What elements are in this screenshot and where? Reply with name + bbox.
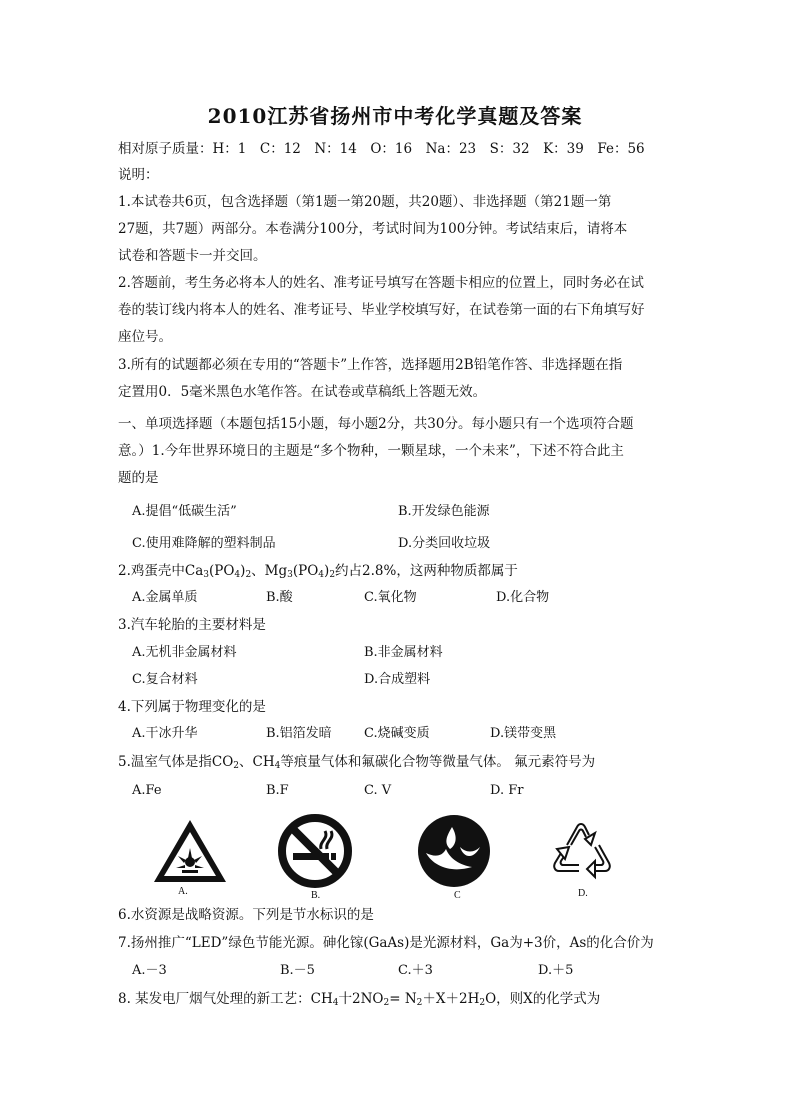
question-2-stem: 2.鸡蛋壳中$Ca_3(PO_4)_2$、$Mg_3(PO_4)_2$约占2.8%，这两种物质都属于 — [118, 563, 518, 580]
q3-option-b: B.非金属材料 — [364, 645, 443, 660]
question-1-stem: 意。）1.今年世界环境日的主题是“多个物种，一颗星球，一个未来”，下述不符合此主 — [118, 443, 624, 459]
q2-option-a: A.金属单质 — [132, 590, 198, 605]
instruction-line: 3.所有的试题都必须在专用的“答题卡”上作答，选择题用2B铅笔作答、非选择题在指 — [118, 357, 623, 373]
symbol-c-label: C — [454, 890, 461, 901]
q5-option-d: D. Fr — [490, 783, 524, 798]
symbol-d-label: D. — [578, 888, 588, 899]
q4-option-d: D.镁带变黑 — [490, 726, 557, 741]
q1-option-d: D.分类回收垃圾 — [398, 536, 491, 551]
q2-option-b: B.酸 — [266, 590, 293, 605]
question-8-stem: 8. 某发电厂烟气处理的新工艺：$CH_4$十$2NO_2= N_2+X+2H_2O$，则X的化学式为 — [118, 991, 601, 1008]
q2-option-c: C.氧化物 — [364, 590, 417, 605]
question-6-stem: 6.水资源是战略资源。下列是节水标识的是 — [118, 907, 374, 923]
question-3-stem: 3.汽车轮胎的主要材料是 — [118, 617, 266, 633]
atomic-masses: 相对原子质量：H：1 C：12 N：14 O：16 Na：23 S：32 K：39 Fe：56 — [118, 141, 645, 157]
q7-option-b: B.－5 — [280, 963, 315, 978]
question-4-stem: 4.下列属于物理变化的是 — [118, 699, 266, 715]
instruction-line: 2.答题前，考生务必将本人的姓名、准考证号填写在答题卡相应的位置上，同时务必在试 — [118, 275, 644, 291]
q5-option-c: C. V — [364, 783, 392, 798]
instruction-line: 座位号。 — [118, 329, 172, 345]
instruction-line: 试卷和答题卡一并交回。 — [118, 248, 267, 264]
question-5-stem: 5.温室气体是指$CO_2$、$CH_4$等痕量气体和氟碳化合物等微量气体。 氟元素符号为 — [118, 754, 596, 771]
instruction-line: 卷的装订线内将本人的姓名、准考证号、毕业学校填写好，在试卷第一面的右下角填写好 — [118, 302, 645, 318]
q3-option-a: A.无机非金属材料 — [132, 645, 237, 660]
water-saving-icon — [416, 813, 492, 889]
q4-option-b: B.铝箔发暗 — [266, 726, 332, 741]
q1-option-a: A.提倡“低碳生活” — [132, 504, 237, 519]
question-1-stem: 题的是 — [118, 470, 159, 486]
q1-option-c: C.使用难降解的塑料制品 — [132, 536, 276, 551]
section-heading: 一、单项选择题（本题包括15小题，每小题2分，共30分。每小题只有一个选项符合题 — [118, 416, 634, 432]
q7-option-c: C.＋3 — [398, 963, 433, 978]
q2-option-d: D.化合物 — [496, 590, 550, 605]
no-smoking-icon — [277, 813, 353, 889]
instructions-heading: 说明： — [118, 167, 159, 183]
recycling-icon — [543, 815, 619, 887]
question-7-stem: 7.扬州推广“LED”绿色节能光源。砷化镓(GaAs)是光源材料，Ga为+3价，As的化合价为 — [118, 935, 654, 951]
symbol-a-label: A. — [178, 886, 188, 897]
instruction-line: 定置用0．5毫米黑色水笔作答。在试卷或草稿纸上答题无效。 — [118, 384, 487, 400]
q7-option-d: D.＋5 — [538, 963, 574, 978]
page-title: 2010江苏省扬州市中考化学真题及答案 — [207, 104, 583, 128]
symbol-b-label: B. — [311, 890, 321, 901]
q3-option-d: D.合成塑料 — [364, 672, 431, 687]
q4-option-a: A.干冰升华 — [132, 726, 198, 741]
q5-option-b: B.F — [266, 783, 289, 798]
q1-option-b: B.开发绿色能源 — [398, 504, 490, 519]
q3-option-c: C.复合材料 — [132, 672, 198, 687]
instruction-line: 1.本试卷共6页，包含选择题（第1题一第20题，共20题）、非选择题（第21题一第 — [118, 194, 612, 210]
instruction-line: 27题，共7题）两部分。本卷满分100分，考试时间为100分钟。考试结束后，请将本 — [118, 221, 628, 237]
q7-option-a: A.－3 — [132, 963, 167, 978]
q4-option-c: C.烧碱变质 — [364, 726, 430, 741]
q5-option-a: A.Fe — [132, 783, 162, 798]
explosive-warning-icon — [152, 818, 228, 884]
